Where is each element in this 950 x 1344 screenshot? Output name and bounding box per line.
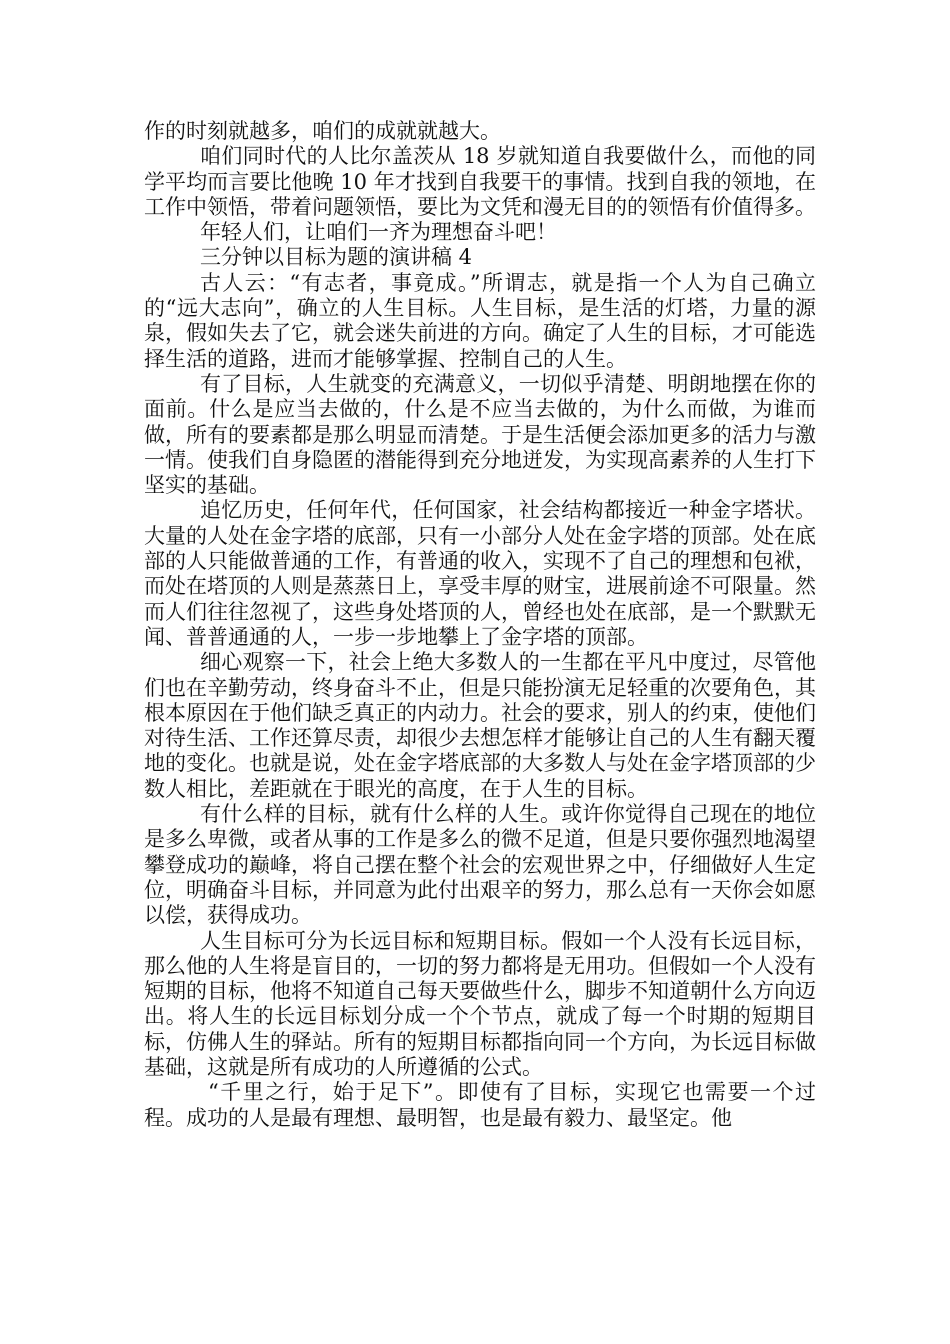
paragraph: 年轻人们，让咱们一齐为理想奋斗吧！ — [200, 220, 557, 245]
document-body — [144, 119, 816, 1131]
section-heading: 三分钟以目标为题的演讲稿 4 — [200, 245, 473, 270]
paragraph: 有了目标，人生就变的充满意义，一切似乎清楚、明朗地摆在你的面前。什么是应当去做的，什么是不应当去做的，为什么而做，为谁而做，所有的要素都是那么明显而清楚。于是生活便会添加更多的活力与激一情。使我们自身隐匿的潜能得到充分地迸发，为实现高素养的人生打下坚实的基础。 — [144, 371, 816, 498]
paragraph: 细心观察一下，社会上绝大多数人的一生都在平凡中度过，尽管他们也在辛勤劳动，终身奋斗不止，但是只能扮演无足轻重的次要角色，其根本原因在于他们缺乏真正的内动力。社会的要求，别人的约束，使他们对待生活、工作还算尽责，却很少去想怎样才能够让自己的人生有翻天覆地的变化。也就是说，处在金字塔底部的大多数人与处在金字塔顶部的少数人相比，差距就在于眼光的高度，在于人生的目标。 — [144, 650, 816, 801]
paragraph: 古人云：“有志者，事竟成。”所谓志，就是指一个人为自己确立的“远大志向”，确立的人生目标。人生目标，是生活的灯塔，力量的源泉，假如失去了它，就会迷失前进的方向。确定了人生的目标，才可能选择生活的道路，进而才能够掌握、控制自己的人生。 — [144, 270, 816, 371]
paragraph: 有什么样的目标，就有什么样的人生。或许你觉得自己现在的地位是多么卑微，或者从事的工作是多么的微不足道，但是只要你强烈地渴望攀登成功的巅峰，将自己摆在整个社会的宏观世界之中，仔细做好人生定位，明确奋斗目标，并同意为此付出艰辛的努力，那么总有一天你会如愿以偿，获得成功。 — [144, 802, 816, 928]
paragraph: 咱们同时代的人比尔盖茨从 18 岁就知道自我要做什么，而他的同学平均而言要比他晚 10 年才找到自我要干的事情。找到自我的领地，在工作中领悟，带着问题领悟，要比为文凭和漫无目的的领悟有价值得多。 — [144, 144, 816, 219]
paragraph: 人生目标可分为长远目标和短期目标。假如一个人没有长远目标，那么他的人生将是盲目的，一切的努力都将是无用功。但假如一个人没有短期的目标，他将不知道自己每天要做些什么，脚步不知道朝什么方向迈出。将人生的长远目标划分成一个个节点，就成了每一个时期的短期目标，仿佛人生的驿站。所有的短期目标都指向同一个方向，为长远目标做基础，这就是所有成功的人所遵循的公式。 — [144, 928, 816, 1079]
paragraph: 作的时刻就越多，咱们的成就就越大。 — [144, 119, 501, 143]
paragraph: “千里之行，始于足下”。即使有了目标，实现它也需要一个过程。成功的人是最有理想、最明智，也是最有毅力、最坚定。他 — [144, 1080, 816, 1130]
paragraph: 追忆历史，任何年代，任何国家，社会结构都接近一种金字塔状。大量的人处在金字塔的底部，只有一小部分人处在金字塔的顶部。处在底部的人只能做普通的工作，有普通的收入，实现不了自己的理想和包袱，而处在塔顶的人则是蒸蒸日上，享受丰厚的财宝，进展前途不可限量。然而人们往往忽视了，这些身处塔顶的人，曾经也处在底部，是一个默默无闻、普普通通的人，一步一步地攀上了金字塔的顶部。 — [144, 498, 816, 649]
